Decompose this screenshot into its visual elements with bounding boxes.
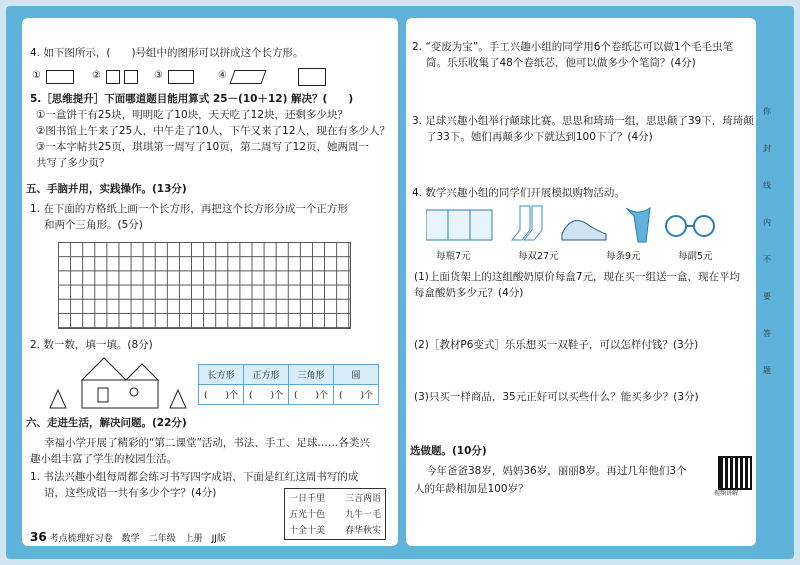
header-triangle: 三角形 xyxy=(289,365,334,385)
option-3: ③ xyxy=(154,70,163,81)
challenge-line2: 人的年龄相加是100岁？ xyxy=(414,483,529,495)
q5-option-2: ②图书馆上午来了25人，中午走了10人，下午又来了12人，现在有多少人？ xyxy=(36,125,390,137)
idiom: 三言两语 xyxy=(344,494,381,504)
option-4: ④ xyxy=(218,70,227,81)
section-5-title: 五、手脑并用，实践操作。(13分) xyxy=(26,183,187,195)
qr-label: 视频讲解 xyxy=(714,490,739,497)
option-1: ① xyxy=(32,70,41,81)
idiom: 十全十美 xyxy=(289,526,326,536)
binding-char: 要 xyxy=(763,292,771,301)
binding-char: 不 xyxy=(763,255,771,264)
binding-char: 答 xyxy=(763,329,771,338)
house-drawing xyxy=(42,352,192,410)
header-rectangle: 长方形 xyxy=(199,365,244,385)
section-6-title: 六、走进生活，解决问题。(22分) xyxy=(26,417,187,429)
scarf-icon xyxy=(626,208,650,242)
idiom: 一日千里 xyxy=(289,494,326,504)
goods-images xyxy=(426,204,726,248)
idiom: 五光十色 xyxy=(289,510,326,520)
q4-1-line2: 每盒酸奶多少元？(4分) xyxy=(414,287,524,299)
q6-1-line2: 语，这些成语一共有多少个字？(4分) xyxy=(44,487,217,499)
answer-cell[interactable]: ( )个 xyxy=(244,385,289,405)
binding-char: 内 xyxy=(763,218,771,227)
binding-char: 封 xyxy=(763,144,771,153)
price-yogurt: 每瓶7元 xyxy=(436,251,471,262)
q5-stem: 5.［思维提升］下面哪道题目能用算式 25－(10＋12) 解决？( ) xyxy=(30,93,354,105)
q4-text: 4. 数学兴趣小组的同学们开展模拟购物活动。 xyxy=(412,187,625,199)
q4-text: 4. 如下图所示，( )号组中的图形可以拼成这个长方形。 xyxy=(30,47,304,59)
q3-line2: 了33下。她们再颠多少下就达到100下了？(4分) xyxy=(426,131,653,143)
q5-1-line2: 和两个三角形。(5分) xyxy=(44,219,143,231)
q5-option-3-cont: 共写了多少页？ xyxy=(36,157,110,169)
left-page xyxy=(22,18,398,546)
target-rectangle-shape xyxy=(298,68,326,86)
q2-line2: 筒。乐乐收集了48个卷纸芯，他可以做多少个笔筒？(4分) xyxy=(426,57,696,69)
q6-1-line1: 1. 书法兴趣小组每周都会练习书写四字成语，下面是红红这周书写的成 xyxy=(30,471,359,483)
socks-icon xyxy=(512,206,542,240)
answer-cell[interactable]: ( )个 xyxy=(289,385,334,405)
q4-3-text: (3)只买一样商品，35元正好可以买些什么？能买多少？(3分) xyxy=(414,391,699,403)
challenge-line1: 今年爸爸38岁，妈妈36岁，丽丽8岁。再过几年他们3个 xyxy=(426,465,687,477)
q4-1-line1: (1)上面货架上的这组酸奶原价每盒7元，现在买一组送一盒，现在平均 xyxy=(414,271,741,283)
binding-char: 你 xyxy=(763,107,771,116)
q5-option-1: ①一盒饼干有25块，明明吃了10块，天天吃了12块，还剩多少块？ xyxy=(36,109,348,121)
qr-code-icon[interactable] xyxy=(718,456,752,490)
price-glasses: 每副5元 xyxy=(678,251,713,262)
square-shape xyxy=(124,70,138,84)
answer-cell[interactable]: ( )个 xyxy=(334,385,379,405)
square-shape xyxy=(106,70,120,84)
q3-line1: 3. 足球兴趣小组举行颠球比赛。思思和琦琦一组，思思颠了39下，琦琦颠 xyxy=(412,115,754,127)
option-2: ② xyxy=(92,70,101,81)
header-circle: 圆 xyxy=(334,365,379,385)
price-shoes: 每双27元 xyxy=(518,251,559,262)
header-square: 正方形 xyxy=(244,365,289,385)
page-number: 36 xyxy=(30,530,47,544)
challenge-title: 选做题。(10分) xyxy=(410,445,487,457)
binding-char: 线 xyxy=(763,181,771,190)
q5-option-3: ③一本字帖共25页，琪琪第一周写了10页，第二周写了12页，她两周一 xyxy=(36,141,369,153)
glasses-icon xyxy=(666,216,714,236)
binding-margin xyxy=(758,106,776,486)
intro-line1: 幸福小学开展了精彩的“第二课堂”活动，书法、手工、足球……各类兴 xyxy=(44,437,370,449)
q5-1-line1: 1. 在下面的方格纸上画一个长方形，再把这个长方形分成一个正方形 xyxy=(30,203,348,215)
q4-2-text: (2)［教材P6变式］乐乐想买一双鞋子，可以怎样付钱？(3分) xyxy=(414,339,699,351)
binding-char: 题 xyxy=(763,366,771,375)
shape-count-table xyxy=(198,364,379,405)
parallelogram-shape xyxy=(229,70,266,84)
idiom: 九牛一毛 xyxy=(344,510,381,520)
shoes-icon xyxy=(562,221,606,240)
intro-line2: 趣小组丰富了学生的校园生活。 xyxy=(30,453,177,465)
rectangle-shape xyxy=(168,70,194,84)
price-scarf: 每条9元 xyxy=(606,251,641,262)
right-page xyxy=(406,18,756,546)
q2-line1: 2. “变废为宝”。手工兴趣小组的同学用6个卷纸芯可以做1个毛毛虫笔 xyxy=(412,41,734,53)
triangle-pair-shape xyxy=(46,70,74,84)
footer-info: 考点梳理好习卷 数学 二年级 上册 JJ版 xyxy=(49,534,226,544)
idiom: 春华秋实 xyxy=(344,526,381,536)
yogurt-icon xyxy=(426,210,492,240)
graph-paper-grid[interactable] xyxy=(58,242,351,329)
answer-cell[interactable]: ( )个 xyxy=(199,385,244,405)
footer xyxy=(30,530,226,544)
q5-2-text: 2. 数一数，填一填。(8分) xyxy=(30,339,153,351)
idiom-box xyxy=(284,488,386,540)
exam-sheet xyxy=(6,6,794,559)
